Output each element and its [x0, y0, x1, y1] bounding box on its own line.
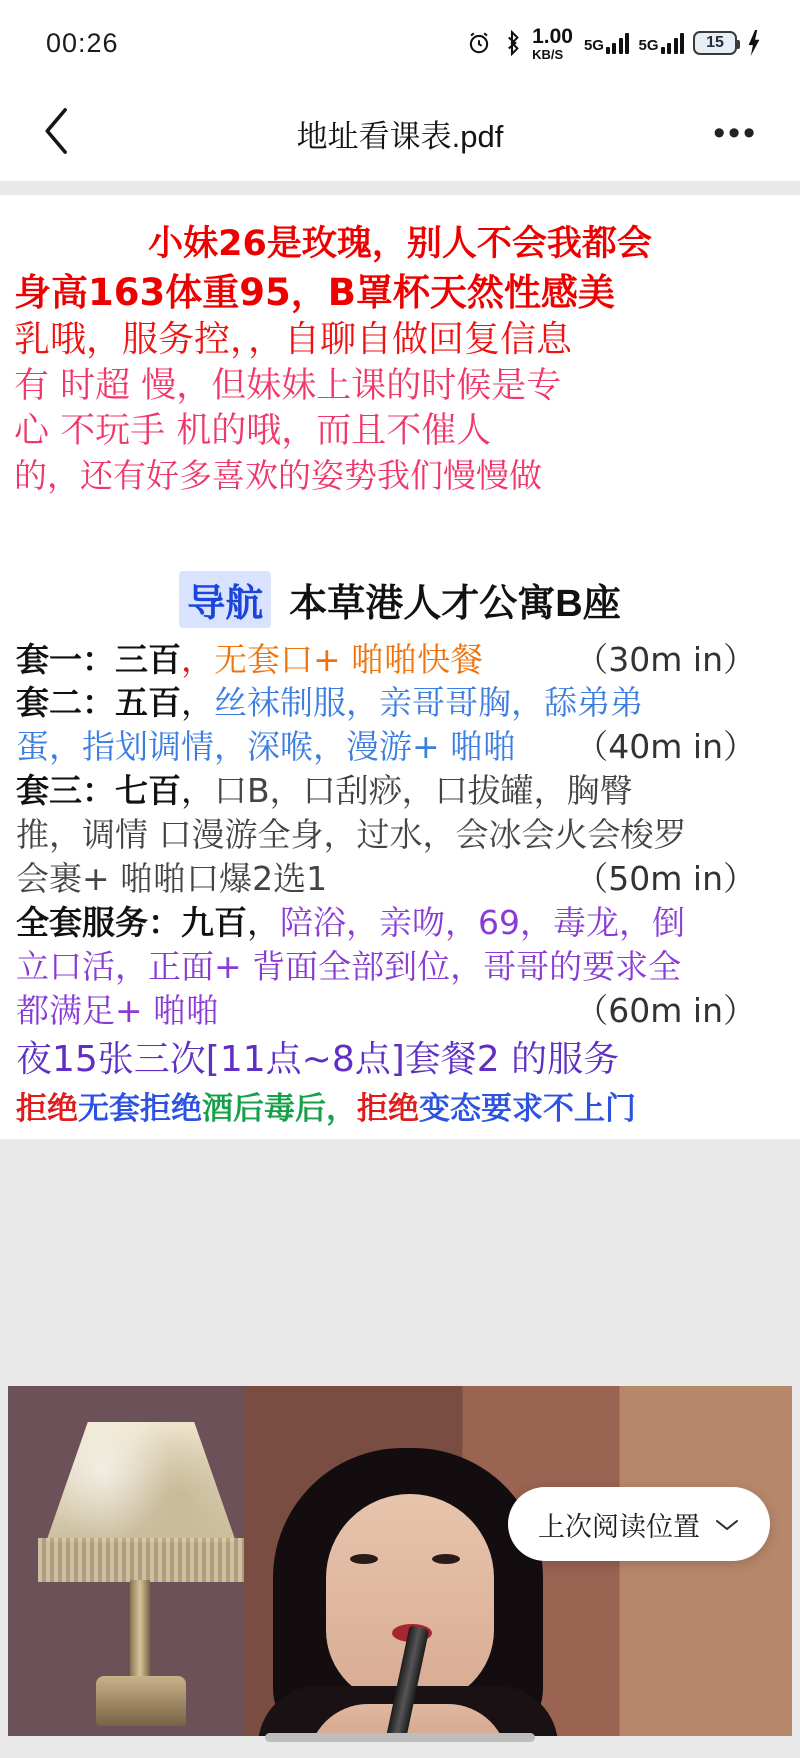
package-1-price: 三百	[115, 639, 181, 679]
package-row-3: 套三：七百，口B，口刮痧，口拔罐，胸臀	[16, 771, 633, 811]
doc-spacer	[8, 497, 792, 571]
last-read-label: 上次阅读位置	[538, 1511, 700, 1542]
pdf-page	[0, 195, 800, 1139]
package-row-3c	[16, 859, 784, 900]
intro-line-2: 身高163体重95，B罩杯天然性感美	[14, 271, 615, 315]
battery-icon	[693, 31, 737, 55]
back-button[interactable]	[42, 105, 86, 162]
doc-block-services	[8, 571, 792, 1129]
navigation-tag[interactable]: 导航	[179, 571, 271, 628]
chevron-left-icon	[42, 144, 72, 161]
home-indicator	[265, 1733, 535, 1742]
network-speed	[532, 26, 573, 61]
package-row-3b	[16, 815, 784, 856]
refuse-line	[16, 1090, 784, 1128]
page-title: 地址看课表.pdf	[296, 119, 504, 154]
bluetooth-icon	[501, 30, 523, 56]
package-row-1: 套一：三百，无套口+ 啪啪快餐 （30m in）	[16, 639, 756, 679]
lamp-fringe-shape	[38, 1538, 244, 1582]
intro-line-5: 心 不玩手 机的哦，而且不催人	[14, 411, 492, 452]
network-speed-value: 1.00	[532, 24, 573, 48]
package-row-2b	[16, 727, 784, 768]
refuse-b: 无套拒绝	[78, 1091, 202, 1128]
package-row-4b	[16, 947, 784, 988]
package-2-label: 套二：	[16, 683, 115, 723]
nav-bar	[0, 86, 800, 181]
package-2-price: 五百	[115, 683, 181, 723]
intro-line-3: 乳哦，服务控，，自聊自做回复信息	[14, 319, 573, 361]
refuse-e: 变态要求不上门	[419, 1091, 636, 1128]
person-eye-right	[432, 1554, 460, 1564]
package-3-items: 口B，口刮痧，口拔罐，胸臀	[214, 771, 633, 811]
sim2-signal	[638, 32, 684, 54]
pdf-viewer[interactable]	[0, 181, 800, 1758]
package-4-items: 陪浴，亲吻，69，毒龙，倒	[280, 903, 685, 943]
package-4-price: 九百	[181, 903, 247, 943]
package-4-label: 全套服务：	[16, 903, 181, 943]
intro-line-4: 有 时超 慢，但妹妹上课的时候是专	[14, 365, 562, 406]
status-time: 00:26	[46, 27, 119, 58]
lamp-base-shape	[96, 1676, 186, 1726]
package-row-4: 全套服务：九百，陪浴，亲吻，69，毒龙，倒	[16, 903, 685, 943]
package-1-duration: （30m in）	[575, 639, 756, 679]
network-speed-unit: KB/S	[532, 46, 564, 62]
charging-bolt-icon	[746, 30, 762, 56]
signal-bars-icon-2	[661, 32, 685, 54]
sim1-label: 5G	[583, 37, 604, 54]
package-1-label: 套一：	[16, 639, 115, 679]
intro-line-1-prefix: 小妹	[148, 224, 219, 264]
package-4-duration: （60m in）	[575, 990, 756, 1030]
address-row	[16, 571, 784, 628]
chevron-down-icon	[714, 1509, 740, 1540]
intro-line-6: 的，还有好多喜欢的姿势我们慢慢做	[14, 455, 542, 495]
package-3-price: 七百	[115, 771, 181, 811]
package-3-duration: （50m in）	[575, 859, 756, 899]
package-2-duration: （40m in）	[575, 727, 756, 767]
person-eye-left	[350, 1554, 378, 1564]
refuse-c: 酒后毒后，	[202, 1091, 357, 1128]
status-indicators	[466, 26, 762, 61]
intro-line-1-suffix: 是玫瑰，别人不会我都会	[266, 224, 652, 264]
night-service-line: 夜15张三次[11点~8点]套餐2 的服务	[16, 1038, 620, 1080]
package-3-items3: 会裹+ 啪啪口爆2选1	[16, 859, 328, 899]
package-row-4c	[16, 991, 784, 1032]
intro-line-1	[14, 223, 786, 266]
sim2-label: 5G	[638, 37, 659, 54]
address-text: 本草港人才公寓B座	[289, 582, 621, 625]
battery-percent: 15	[706, 34, 724, 51]
refuse-a: 拒绝	[16, 1091, 78, 1128]
alarm-icon	[466, 30, 492, 56]
package-2-items: 丝袜制服，亲哥哥胸，舔弟弟	[214, 683, 643, 723]
signal-bars-icon	[606, 32, 630, 54]
package-3-items2: 推，调情 口漫游全身，过水，会冰会火会梭罗	[16, 815, 687, 855]
status-bar	[0, 0, 800, 86]
refuse-d: 拒绝	[357, 1091, 419, 1128]
last-read-position-button[interactable]	[508, 1487, 770, 1561]
package-4-items2: 立口活，正面+ 背面全部到位，哥哥的要求全	[16, 946, 682, 986]
package-1-items: 无套口+ 啪啪快餐	[214, 639, 484, 679]
intro-line-1-num: 26	[218, 224, 267, 264]
doc-block-intro	[8, 223, 792, 497]
sim1-signal	[584, 32, 630, 54]
package-4-items3: 都满足+ 啪啪	[16, 990, 220, 1030]
document-photo	[8, 1386, 792, 1736]
package-2-items2: 蛋，指划调情，深喉，漫游+ 啪啪	[16, 727, 517, 767]
lamp-stem-shape	[130, 1580, 150, 1680]
more-options-button[interactable]	[713, 113, 758, 152]
package-3-label: 套三：	[16, 771, 115, 811]
package-row-2: 套二：五百，丝袜制服，亲哥哥胸，舔弟弟	[16, 683, 643, 723]
more-horizontal-icon: •••	[713, 113, 758, 152]
